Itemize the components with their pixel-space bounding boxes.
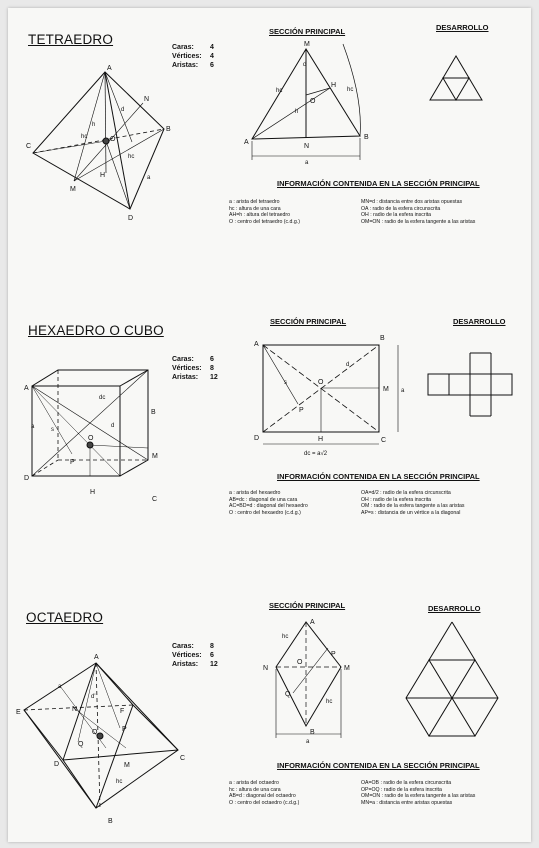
svg-text:D: D	[24, 475, 30, 482]
svg-text:O: O	[297, 659, 303, 666]
svg-text:M: M	[344, 665, 350, 672]
svg-text:dc = a√2: dc = a√2	[304, 451, 328, 457]
svg-text:E: E	[16, 709, 21, 716]
svg-text:O: O	[92, 729, 98, 736]
octa-3d-labels	[16, 654, 185, 825]
svg-text:s: s	[51, 427, 54, 433]
svg-text:A: A	[107, 65, 112, 72]
svg-text:A: A	[244, 139, 249, 146]
svg-text:Q: Q	[78, 741, 84, 748]
tetra-title: TETRAEDRO	[28, 32, 114, 47]
tetra-section-title: SECCIÓN PRINCIPAL	[269, 27, 346, 36]
svg-text:C: C	[180, 755, 186, 762]
svg-text:hc: hc	[347, 87, 354, 93]
svg-text:d: d	[346, 362, 350, 368]
octa-legend-left: a : arista del octaedro hc : altura de una cara AB=d : diagonal del octaedro O : centro del octaedro (c.d.g.)	[229, 780, 300, 806]
hexa-legend-right: OA=d/2 : radio de la esfera circunscrita OH : radio de la esfera inscrita OM : radio de la esfera tangente a las aristas AP=s : distancia de un vértice a la diagonal	[361, 490, 465, 516]
svg-text:h: h	[92, 122, 96, 128]
svg-text:O: O	[110, 136, 116, 143]
svg-text:a: a	[31, 424, 35, 430]
svg-text:H: H	[90, 489, 96, 496]
svg-text:B: B	[310, 729, 315, 736]
tetra-development-title: DESARROLLO	[436, 23, 489, 32]
svg-text:H: H	[100, 172, 106, 179]
svg-text:P: P	[70, 459, 75, 466]
octa-title: OCTAEDRO	[26, 610, 104, 625]
svg-text:a: a	[401, 388, 405, 394]
svg-text:a: a	[305, 160, 309, 166]
svg-text:M: M	[304, 41, 310, 48]
plate-page	[8, 8, 531, 842]
octa-section-title: SECCIÓN PRINCIPAL	[269, 601, 346, 610]
svg-text:N: N	[72, 706, 78, 713]
svg-text:d: d	[111, 423, 115, 429]
octa-development-title: DESARROLLO	[428, 604, 481, 613]
octa-legend-right: OA=OB : radio de la esfera circunscrita OP=OQ : radio de la esfera inscrita OM=ON : radio de la esfera tangente a las aristas MN=a : distancia entre aristas opuestas	[361, 780, 476, 806]
octa-figures	[8, 8, 531, 842]
svg-text:h: h	[295, 109, 299, 115]
svg-text:d: d	[121, 107, 125, 113]
svg-text:a: a	[147, 175, 151, 181]
svg-text:B: B	[151, 409, 156, 416]
svg-text:hc: hc	[116, 779, 123, 785]
svg-text:C: C	[26, 143, 32, 150]
svg-text:d: d	[303, 62, 307, 68]
svg-text:M: M	[124, 762, 130, 769]
svg-text:F: F	[120, 708, 125, 715]
svg-text:a: a	[306, 739, 310, 745]
tetra-legend-left: a : arista del tetraedro hc : altura de una cara AH=h : altura del tetraedro O : centro del tetraedro (c.d.g.)	[229, 199, 300, 225]
svg-text:A: A	[24, 385, 29, 392]
svg-text:D: D	[54, 761, 60, 768]
svg-text:C: C	[152, 496, 158, 503]
svg-text:B: B	[108, 818, 113, 825]
svg-text:B: B	[166, 126, 171, 133]
svg-text:D: D	[254, 435, 260, 442]
hexa-stats: Caras: 6 Vértices: 8 Aristas: 12	[172, 356, 218, 381]
svg-text:hc: hc	[81, 134, 88, 140]
svg-text:hc: hc	[276, 88, 283, 94]
svg-text:dc: dc	[99, 395, 106, 401]
svg-text:C: C	[381, 437, 387, 444]
hexa-development-title: DESARROLLO	[453, 317, 506, 326]
svg-text:N: N	[263, 665, 269, 672]
svg-text:P: P	[299, 407, 304, 414]
tetra-legend-right: MN=d : distancia entre dos aristas opuestas OA : radio de la esfera circunscrita OH : radio de la esfera inscrita OM=ON : radio de la esfera tangente a las aristas	[361, 199, 476, 225]
svg-text:Q: Q	[285, 691, 291, 698]
svg-text:H: H	[318, 436, 324, 443]
hexa-info-title: INFORMACIÓN CONTENIDA EN LA SECCIÓN PRINCIPAL	[277, 472, 480, 481]
octa-development-drawing	[406, 622, 498, 736]
svg-text:M: M	[383, 386, 389, 393]
svg-text:M: M	[152, 453, 158, 460]
svg-text:B: B	[364, 134, 369, 141]
svg-text:hc: hc	[128, 154, 135, 160]
octa-info-title: INFORMACIÓN CONTENIDA EN LA SECCIÓN PRINCIPAL	[277, 761, 480, 770]
svg-text:a: a	[58, 684, 62, 690]
svg-text:N: N	[144, 96, 150, 103]
svg-text:A: A	[94, 654, 99, 661]
svg-text:hc: hc	[326, 699, 333, 705]
hexa-title: HEXAEDRO O CUBO	[28, 323, 164, 338]
hexa-section-title: SECCIÓN PRINCIPAL	[270, 317, 347, 326]
svg-text:O: O	[88, 435, 94, 442]
svg-text:M: M	[70, 186, 76, 193]
svg-text:A: A	[310, 619, 315, 626]
svg-text:A: A	[254, 341, 259, 348]
svg-text:hc: hc	[282, 634, 289, 640]
svg-text:O: O	[318, 379, 324, 386]
svg-text:d': d'	[91, 694, 96, 700]
svg-text:H: H	[331, 82, 337, 89]
svg-text:B: B	[380, 335, 385, 342]
svg-text:P: P	[331, 651, 336, 658]
octa-3d-drawing	[24, 663, 178, 808]
tetra-stats: Caras: 4 Vértices: 4 Aristas: 6	[172, 44, 214, 69]
svg-text:O: O	[310, 98, 316, 105]
svg-text:s: s	[284, 380, 287, 386]
svg-text:P: P	[122, 726, 127, 733]
svg-text:N: N	[304, 143, 310, 150]
octa-stats: Caras: 8 Vértices: 6 Aristas: 12	[172, 643, 218, 668]
tetra-info-title: INFORMACIÓN CONTENIDA EN LA SECCIÓN PRINCIPAL	[277, 179, 480, 188]
svg-text:D: D	[128, 215, 134, 222]
hexa-legend-left: a : arista del hexaedro AB=dc : diagonal de una cara AC=BD=d : diagonal del hexaedro O : centro del hexaedro (c.d.g.)	[229, 490, 308, 516]
